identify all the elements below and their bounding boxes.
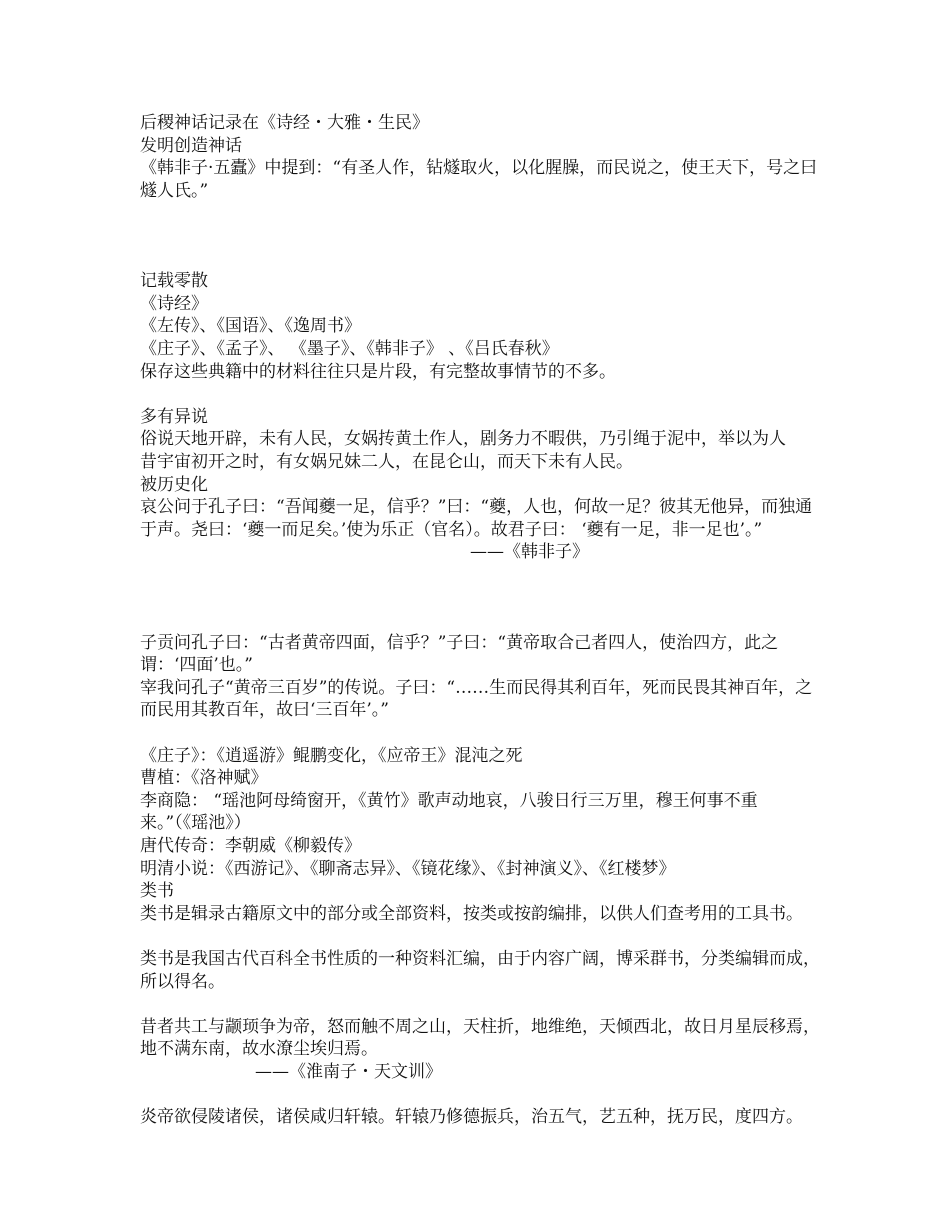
heading-invention-myths: 发明创造神话 bbox=[140, 135, 242, 156]
document-page bbox=[140, 112, 820, 1129]
heading-historicized: 被历史化 bbox=[140, 474, 208, 495]
text-line: 《庄子》、《孟子》、 《墨子》、《韩非子》 、《吕氏春秋》 bbox=[140, 338, 559, 359]
text-line: 明清小说：《西游记》、《聊斋志异》、《镜花缘》、《封神演义》、《红楼梦》 bbox=[140, 858, 676, 879]
heading-variant-versions: 多有异说 bbox=[140, 406, 208, 427]
text-line: 炎帝欲侵陵诸侯，诸侯咸归轩辕。轩辕乃修德振兵，治五气，艺五种，抚万民，度四方。 bbox=[140, 1107, 803, 1128]
text-line: 唐代传奇：李朝威《柳毅传》 bbox=[140, 836, 361, 857]
source-attribution: ——《淮南子・天文训》 bbox=[255, 1061, 442, 1082]
quote-paragraph: 《韩非子·五蠹》中提到：“有圣人作，钻燧取火，以化腥臊，而民说之，使王天下，号之曰燧人氏。” bbox=[140, 158, 818, 201]
source-attribution: ——《韩非子》 bbox=[470, 542, 589, 563]
text-line: 《左传》、《国语》、《逸周书》 bbox=[140, 316, 361, 337]
text-line: 保存这些典籍中的材料往往只是片段，有完整故事情节的不多。 bbox=[140, 361, 616, 382]
text-line: 后稷神话记录在《诗经・大雅・生民》 bbox=[140, 113, 429, 133]
text-line: 俗说天地开辟，未有人民，女娲抟黄土作人，剧务力不暇供，乃引绳于泥中，举以为人 bbox=[140, 429, 786, 450]
text-line: 《庄子》：《逍遥游》鲲鹏变化，《应帝王》混沌之死 bbox=[140, 745, 523, 766]
quote-paragraph: 子贡问孔子曰：“古者黄帝四面，信乎？”子曰：“黄帝取合己者四人，使治四方，此之谓：‘四面’也。” bbox=[140, 632, 779, 676]
text-line: 曹植：《洛神赋》 bbox=[140, 768, 268, 789]
quote-paragraph: 宰我问孔子“黄帝三百岁”的传说。子曰：“……生而民得其利百年，死而民畏其神百年，之而民用其教百年，故曰‘三百年’。” bbox=[140, 677, 813, 721]
text-line: 昔宇宙初开之时，有女娲兄妹二人，在昆仑山，而天下未有人民。 bbox=[140, 451, 633, 472]
quote-paragraph: 哀公问于孔子曰：“吾闻夔一足，信乎？”曰：“夔，人也，何故一足？彼其无他异，而独通于声。尧曰：‘夔一而足矣。’使为乐正（官名）。故君子曰： ‘夔有一足，非一足也’。” bbox=[140, 497, 813, 540]
quote-paragraph: 李商隐： “瑶池阿母绮窗开，《黄竹》歌声动地哀，八骏日行三万里，穆王何事不重来。”（《瑶池》） bbox=[140, 790, 758, 834]
quote-paragraph: 昔者共工与颛顼争为帝，怒而触不周之山，天柱折，地维绝，天倾西北，故日月星辰移焉，地不满东南，故水潦尘埃归焉。 bbox=[140, 1016, 820, 1060]
text-line: 《诗经》 bbox=[140, 293, 208, 314]
heading-scattered-records: 记载零散 bbox=[140, 271, 208, 292]
definition-paragraph: 类书是辑录古籍原文中的部分或全部资料，按类或按韵编排，以供人们查考用的工具书。 bbox=[140, 903, 803, 924]
heading-encyclopedias: 类书 bbox=[140, 881, 174, 902]
definition-paragraph: 类书是我国古代百科全书性质的一种资料汇编，由于内容广阔，博采群书，分类编辑而成，所以得名。 bbox=[140, 949, 820, 992]
